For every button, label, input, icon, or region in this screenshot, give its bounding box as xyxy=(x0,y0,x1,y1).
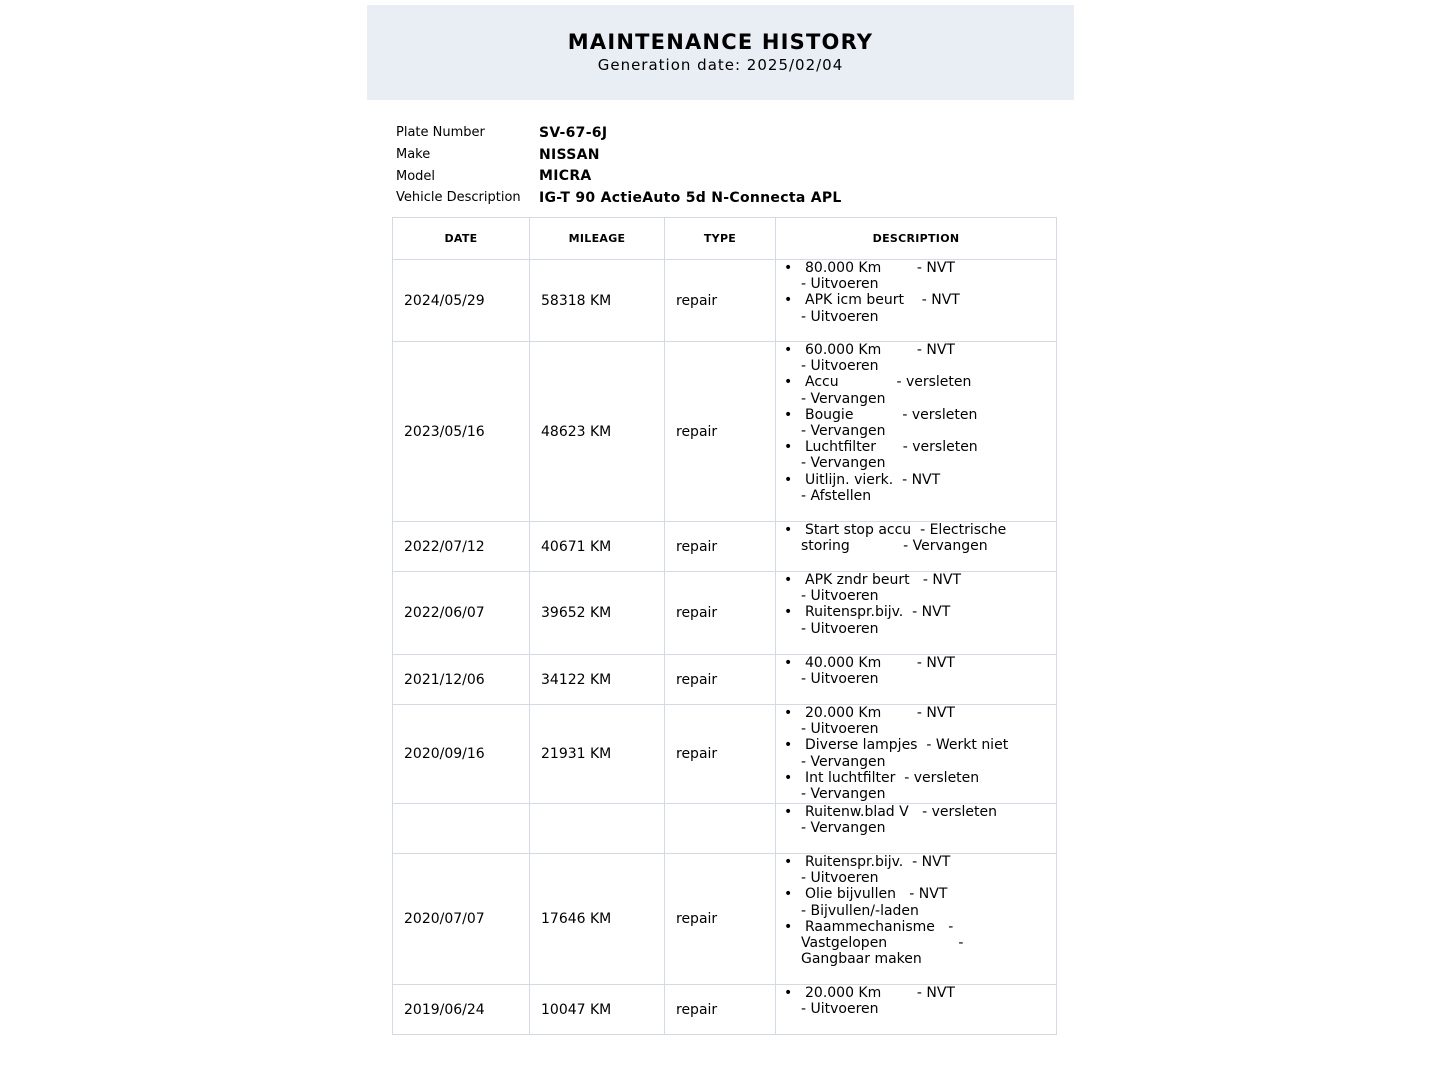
cell-description xyxy=(776,854,1057,985)
cell-mileage: 48623 KM xyxy=(530,342,665,522)
description-item xyxy=(784,572,1050,604)
description-item xyxy=(784,770,1050,802)
cell-mileage: 17646 KM xyxy=(530,854,665,985)
cell-description xyxy=(776,705,1057,804)
description-item-part: Ruitenspr.bijv. - NVT xyxy=(805,604,951,621)
table-row xyxy=(393,572,1057,655)
description-item xyxy=(784,854,1050,886)
cell-mileage: 58318 KM xyxy=(530,260,665,342)
cell-type: repair xyxy=(665,854,776,985)
cell-date: 2021/12/06 xyxy=(393,655,530,705)
header-band xyxy=(367,5,1074,100)
column-header-date: DATE xyxy=(393,218,530,260)
cell-mileage: 40671 KM xyxy=(530,522,665,572)
description-list xyxy=(784,572,1050,637)
cell-mileage: 21931 KM xyxy=(530,705,665,804)
info-value: SV-67-6J xyxy=(539,124,608,141)
info-label: Vehicle Description xyxy=(396,190,521,206)
cell-type: repair xyxy=(665,260,776,342)
description-list xyxy=(784,705,1050,802)
cell-mileage xyxy=(530,804,665,854)
description-item-part: Olie bijvullen - NVT xyxy=(805,886,948,903)
document-title: MAINTENANCE HISTORY xyxy=(567,30,874,54)
info-value: MICRA xyxy=(539,168,592,185)
description-list xyxy=(784,260,1050,325)
column-header-mileage: MILEAGE xyxy=(530,218,665,260)
cell-type: repair xyxy=(665,655,776,705)
description-item xyxy=(784,985,1050,1017)
description-item-part: Uitlijn. vierk. - NVT xyxy=(805,471,941,488)
info-value: NISSAN xyxy=(539,146,600,163)
description-item xyxy=(784,655,1050,687)
vehicle-info xyxy=(396,122,842,209)
table-row xyxy=(393,522,1057,572)
info-label: Model xyxy=(396,168,436,184)
cell-date: 2020/07/07 xyxy=(393,854,530,985)
cell-description xyxy=(776,985,1057,1035)
cell-mileage: 10047 KM xyxy=(530,985,665,1035)
description-item xyxy=(784,260,1050,292)
table-row xyxy=(393,260,1057,342)
table-body xyxy=(393,260,1057,1035)
table-row xyxy=(393,342,1057,522)
table-header-row xyxy=(393,218,1057,260)
description-item-part: Ruitenw.blad V - versleten xyxy=(805,804,998,820)
description-list xyxy=(784,655,1050,687)
description-item xyxy=(784,886,1050,918)
description-item-part: Start stop accu - Electrische xyxy=(805,522,1007,538)
description-list xyxy=(784,342,1050,504)
info-label: Make xyxy=(396,147,431,163)
info-row-make xyxy=(396,144,842,166)
description-item-action: - Uitvoeren xyxy=(801,276,879,293)
cell-date: 2019/06/24 xyxy=(393,985,530,1035)
cell-type: repair xyxy=(665,705,776,804)
cell-type: repair xyxy=(665,985,776,1035)
cell-mileage: 39652 KM xyxy=(530,572,665,655)
description-item-action: - Uitvoeren xyxy=(801,721,879,738)
description-item-part: 20.000 Km - NVT xyxy=(805,985,955,1001)
description-item-part: Raammechanisme - xyxy=(805,918,954,935)
description-list xyxy=(784,522,1050,554)
description-item-action: - Uitvoeren xyxy=(801,588,879,605)
description-item-part: APK zndr beurt - NVT xyxy=(805,572,962,588)
column-header-description: DESCRIPTION xyxy=(776,218,1057,260)
description-item-action: - Afstellen xyxy=(801,487,872,504)
cell-date: 2024/05/29 xyxy=(393,260,530,342)
description-item xyxy=(784,342,1050,374)
column-header-type: TYPE xyxy=(665,218,776,260)
description-item-part: 20.000 Km - NVT xyxy=(805,705,955,721)
table-row xyxy=(393,705,1057,804)
description-item xyxy=(784,604,1050,636)
cell-type xyxy=(665,804,776,854)
cell-mileage: 34122 KM xyxy=(530,655,665,705)
description-item xyxy=(784,439,1050,471)
cell-date: 2022/06/07 xyxy=(393,572,530,655)
description-item-action: - Uitvoeren xyxy=(801,870,879,887)
description-item xyxy=(784,705,1050,737)
description-item-action: - Uitvoeren xyxy=(801,671,879,688)
description-item-part: Int luchtfilter - versleten xyxy=(805,769,980,786)
description-item xyxy=(784,374,1050,406)
table-row xyxy=(393,985,1057,1035)
description-item-part: 60.000 Km - NVT xyxy=(805,342,955,358)
cell-date: 2020/09/16 xyxy=(393,705,530,804)
cell-description xyxy=(776,804,1057,854)
description-item-action: - Vervangen xyxy=(801,423,886,440)
info-row-model xyxy=(396,165,842,187)
cell-type: repair xyxy=(665,342,776,522)
description-item-action: - Uitvoeren xyxy=(801,358,879,375)
cell-description xyxy=(776,655,1057,705)
description-item-part: 80.000 Km - NVT xyxy=(805,260,955,276)
cell-date: 2023/05/16 xyxy=(393,342,530,522)
description-item-action: Vastgelopen - Gangbaar maken xyxy=(801,935,964,968)
cell-description xyxy=(776,260,1057,342)
description-item-part: APK icm beurt - NVT xyxy=(805,292,960,309)
description-item xyxy=(784,407,1050,439)
description-item-part: Luchtfilter - versleten xyxy=(805,439,978,456)
description-item xyxy=(784,472,1050,504)
cell-type: repair xyxy=(665,572,776,655)
description-item-action: - Vervangen xyxy=(801,390,886,407)
description-item-action: - Uitvoeren xyxy=(801,1001,879,1018)
description-list xyxy=(784,854,1050,967)
cell-type: repair xyxy=(665,522,776,572)
description-item-action: - Vervangen xyxy=(801,753,886,770)
cell-description xyxy=(776,342,1057,522)
description-item-part: Accu - versleten xyxy=(805,374,972,391)
cell-date xyxy=(393,804,530,854)
table-row xyxy=(393,854,1057,985)
info-row-description xyxy=(396,187,842,209)
description-item-part: Diverse lampjes - Werkt niet xyxy=(805,737,1009,754)
description-item-action: - Uitvoeren xyxy=(801,308,879,325)
table-row xyxy=(393,655,1057,705)
description-item xyxy=(784,737,1050,769)
description-item-action: - Bijvullen/-laden xyxy=(801,902,919,919)
maintenance-table xyxy=(392,217,1057,1035)
generation-date: Generation date: 2025/02/04 xyxy=(597,56,844,74)
cell-description xyxy=(776,572,1057,655)
description-item xyxy=(784,919,1050,968)
description-item xyxy=(784,292,1050,324)
description-item-part: 40.000 Km - NVT xyxy=(805,655,955,671)
cell-description xyxy=(776,522,1057,572)
description-list xyxy=(784,985,1050,1017)
info-row-plate xyxy=(396,122,842,144)
table-row xyxy=(393,804,1057,854)
description-item xyxy=(784,522,1050,554)
info-label: Plate Number xyxy=(396,125,485,141)
description-item xyxy=(784,804,1050,836)
description-list xyxy=(784,804,1050,836)
description-item-action: - Vervangen xyxy=(801,820,886,837)
description-item-action: - Vervangen xyxy=(801,786,886,803)
description-item-action: storing - Vervangen xyxy=(801,538,988,555)
description-item-action: - Vervangen xyxy=(801,455,886,472)
cell-date: 2022/07/12 xyxy=(393,522,530,572)
description-item-part: Bougie - versleten xyxy=(805,406,978,423)
description-item-part: Ruitenspr.bijv. - NVT xyxy=(805,854,951,870)
description-item-action: - Uitvoeren xyxy=(801,620,879,637)
info-value: IG-T 90 ActieAuto 5d N-Connecta APL xyxy=(539,189,842,206)
